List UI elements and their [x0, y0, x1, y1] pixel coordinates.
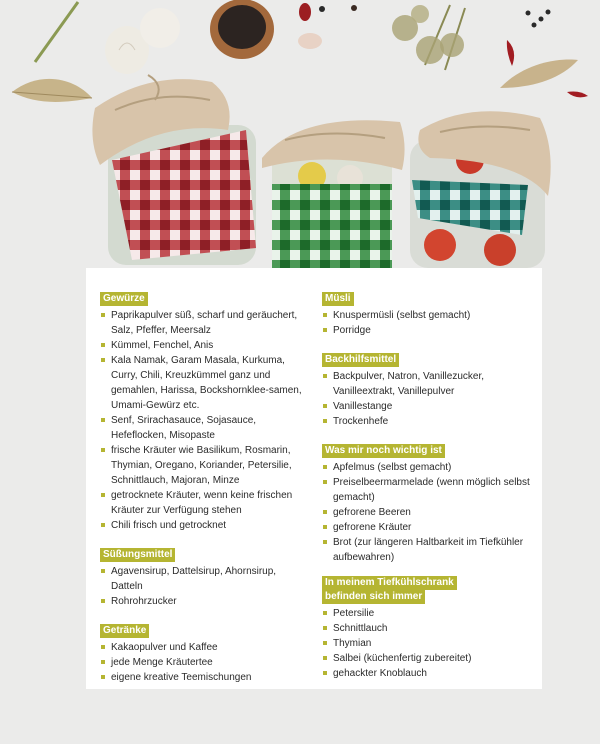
section-muesli	[322, 288, 536, 338]
list-item: Agavensirup, Dattelsirup, Ahornsirup, Datteln	[100, 564, 310, 594]
garlic-clove	[298, 33, 322, 49]
dried-chili-small	[299, 3, 311, 21]
item-list	[100, 640, 310, 685]
section-gewuerze	[100, 288, 310, 533]
item-list	[322, 369, 536, 429]
list-item: Rohrohrzucker	[100, 594, 310, 609]
list-item: gefrorene Kräuter	[322, 520, 536, 535]
list-item: Thymian	[322, 636, 536, 651]
section-heading: Backhilfsmittel	[322, 353, 399, 367]
herb-stem-left	[35, 2, 78, 62]
section-heading: Getränke	[100, 624, 149, 638]
peppercorns	[319, 5, 551, 28]
list-item: Chili frisch und getrocknet	[100, 518, 310, 533]
section-heading: Süßungsmittel	[100, 548, 175, 562]
list-item: Vanillestange	[322, 399, 536, 414]
jar-teal-gingham	[410, 111, 551, 268]
list-item: Knuspermüsli (selbst gemacht)	[322, 308, 536, 323]
list-item: Brot (zur längeren Haltbarkeit im Tiefkühler aufbewahren)	[322, 535, 536, 565]
pantry-list-card	[86, 268, 542, 689]
item-list	[100, 564, 310, 609]
section-was-mir-wichtig-ist	[322, 440, 536, 565]
item-list	[322, 460, 536, 565]
list-item: Salbei (küchenfertig zubereitet)	[322, 651, 536, 666]
section-getraenke	[100, 620, 310, 685]
item-list	[322, 606, 536, 681]
list-item: Trockenhefe	[322, 414, 536, 429]
list-item: frische Kräuter wie Basilikum, Rosmarin, Thymian, Oregano, Koriander, Petersilie, Schnittlauch, Majoran, Minze	[100, 443, 310, 488]
dill-flowers	[392, 5, 465, 70]
list-item: Schnittlauch	[322, 621, 536, 636]
list-item: gefrorene Beeren	[322, 505, 536, 520]
list-item: Paprikapulver süß, scharf und geräuchert, Salz, Pfeffer, Meersalz	[100, 308, 310, 338]
hero-illustration	[0, 0, 600, 290]
list-item: gehackter Knoblauch	[322, 666, 536, 681]
section-heading-line: befinden sich immer	[322, 590, 425, 604]
list-item: Preiselbeermarmelade (wenn möglich selbst gemacht)	[322, 475, 536, 505]
section-heading: Müsli	[322, 292, 354, 306]
section-heading-line: In meinem Tiefkühlschrank	[322, 576, 457, 590]
section-heading: Gewürze	[100, 292, 148, 306]
left-column	[100, 288, 310, 696]
list-item: Kala Namak, Garam Masala, Kurkuma, Curry, Chili, Kreuzkümmel ganz und gemahlen, Harissa, Bockshornklee-samen, Umami-Gewürz etc.	[100, 353, 310, 413]
list-item: Apfelmus (selbst gemacht)	[322, 460, 536, 475]
list-item: Senf, Srirachasauce, Sojasauce, Hefeflocken, Misopaste	[100, 413, 310, 443]
list-item: Kakaopulver und Kaffee	[100, 640, 310, 655]
item-list	[100, 308, 310, 533]
item-list	[322, 308, 536, 338]
jar-red-gingham	[92, 75, 256, 265]
peppercorn-bowl	[210, 0, 274, 59]
list-item: eigene kreative Teemischungen	[100, 670, 310, 685]
jar-green-gingham	[262, 120, 405, 268]
list-item: Porridge	[322, 323, 536, 338]
list-item: Petersilie	[322, 606, 536, 621]
right-column	[322, 288, 536, 692]
garlic-bulbs	[105, 8, 180, 74]
list-item: Backpulver, Natron, Vanillezucker, Vanilleextrakt, Vanillepulver	[322, 369, 536, 399]
section-suessungsmittel	[100, 544, 310, 609]
section-backhilfsmittel	[322, 349, 536, 429]
list-item: jede Menge Kräutertee	[100, 655, 310, 670]
bay-leaf-left	[12, 79, 92, 102]
section-heading: Was mir noch wichtig ist	[322, 444, 445, 458]
list-item: getrocknete Kräuter, wenn keine frischen Kräuter zur Verfügung stehen	[100, 488, 310, 518]
section-tiefkuehlschrank	[322, 576, 536, 681]
list-item: Kümmel, Fenchel, Anis	[100, 338, 310, 353]
section-heading	[322, 576, 457, 604]
